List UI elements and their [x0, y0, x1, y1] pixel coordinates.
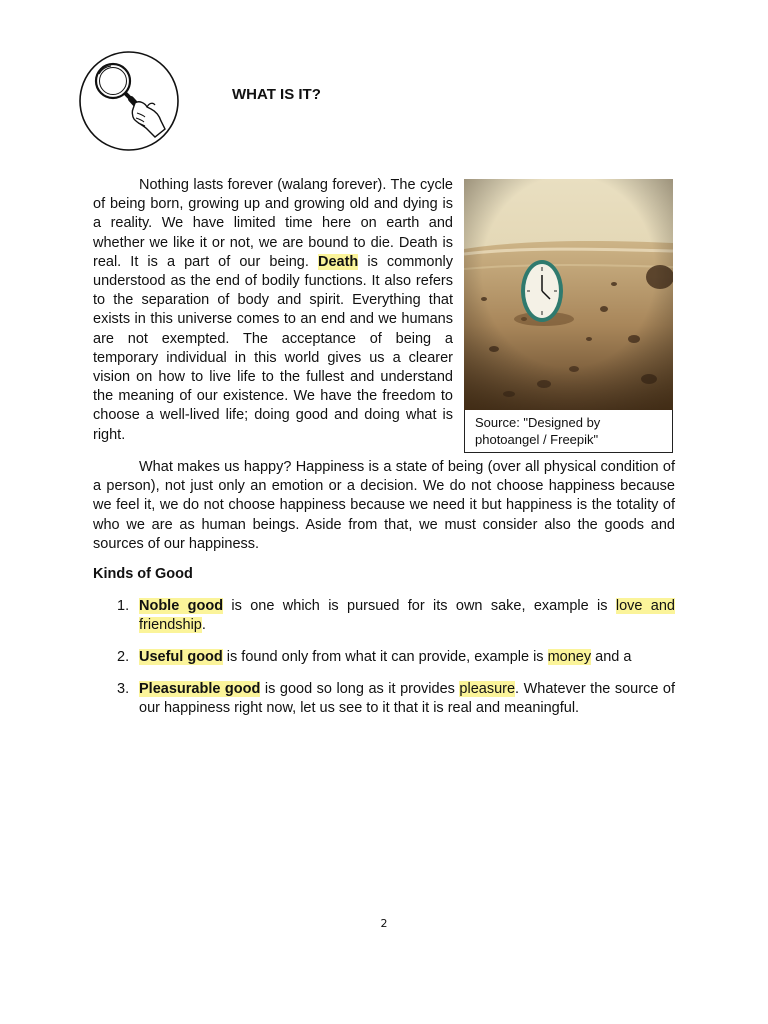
paragraph-death-text-b: is commonly understood as the end of bodily functions. It also refers to the separation of body and spirit. Everything that exists in this universe comes to an end and we humans are not exempted. The acceptance of being a temporary individual in this world gives us a clearer vision on how to live life to the fullest and understand the meaning of our existence. We have the freedom to choose a well-lived life; doing good and doing what is right. — [93, 253, 453, 443]
figure-caption: Source: "Designed by photoangel / Freepik" — [464, 410, 673, 453]
clock-on-sand-photo — [464, 179, 673, 410]
list-item-text-end: and a — [591, 649, 632, 665]
page-number: 2 — [380, 917, 388, 930]
term-pleasurable-good: Pleasurable good — [139, 680, 261, 697]
paragraph-death — [93, 176, 453, 445]
list-item-number: 1. — [117, 598, 130, 614]
example-highlight: money — [547, 649, 592, 665]
list-item — [93, 648, 675, 667]
list-item — [93, 597, 675, 635]
list-item-text: is found only from what it can provide, example is — [222, 649, 548, 665]
kinds-of-good-list — [93, 597, 675, 731]
example-highlight: pleasure — [459, 680, 516, 697]
list-item-text: is one which is pursued for its own sake, example is — [223, 598, 616, 614]
paragraph-death-text-a: Nothing lasts forever (walang forever). The cycle of being born, growing up and growing old and dying is a reality. We have limited time here on earth and whether we like it or not, we are bound to die. Death is real. It is a part of our being. — [93, 177, 453, 270]
list-item-text: is good so long as it provides — [260, 680, 460, 697]
list-item-number: 3. — [117, 680, 130, 697]
term-useful-good: Useful good — [139, 649, 223, 665]
list-item-number: 2. — [117, 649, 130, 665]
term-death: Death — [317, 253, 359, 270]
paragraph-happiness-text: What makes us happy? Happiness is a state of being (over all physical condition of a person), not just only an emotion or a decision. We do not choose happiness because we feel it, we do not choose happiness because we need it but happiness is the totality of who we are as human beings. Aside from that, we must consider also the goods and sources of our happiness. — [93, 459, 675, 552]
section-title: WHAT IS IT? — [232, 86, 321, 103]
term-noble-good: Noble good — [139, 598, 224, 614]
list-item — [93, 680, 675, 718]
list-item-text-end: . — [201, 617, 206, 634]
kinds-of-good-title: Kinds of Good — [93, 566, 193, 582]
figure-clock-on-sand — [464, 179, 673, 453]
list-item-text-end: . Whatever the source of our happiness right now, let us see to it that it is real and meaningful. — [139, 680, 676, 716]
magnifying-glass-in-hand-icon — [77, 51, 181, 151]
paragraph-happiness — [93, 458, 675, 554]
example-highlight: love and friendship — [139, 598, 675, 634]
